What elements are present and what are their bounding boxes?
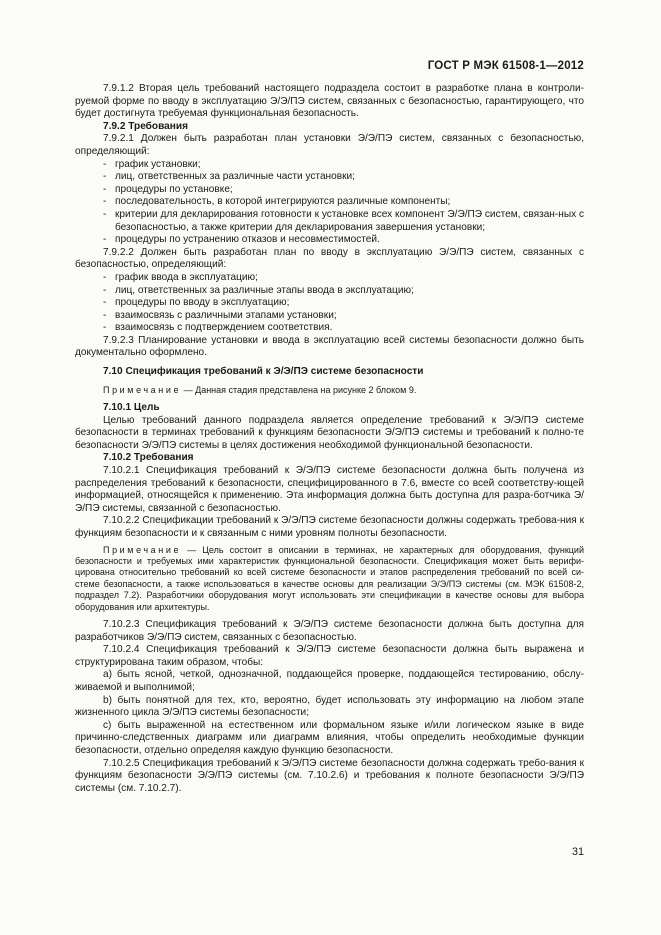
list-item: - лиц, ответственных за различные этапы ввода в эксплуатацию; [103,284,414,296]
heading-7-9-2: 7.9.2 Требования [103,120,188,132]
note-7-10-2-2: Примечание — Цель состоит в описании в терминах, не характерных для оборудования, функций безопасности и требуемых ими характеристик функциональной безопасности. Спецификация может быть верифи-цирована относительно требований ко всей системе безопасности и этапов распределения требований по всей си-стеме безопасности, а также использоваться в качестве основы для реализации Э/Э/ПЭ системы (см. МЭК 61508-2, подраздел 7.2). Разработчики оборудования могут использовать эти спецификации в качестве основы для выбора оборудования или архитектуры. [75,544,584,612]
paragraph-7-9-1-2: 7.9.1.2 Вторая цель требований настоящего подраздела состоит в разработке плана в контроли-руемой форме по вводу в эксплуатацию Э/Э/ПЭ систем, связанных с безопасностью, гарантирующего, что будет достигнута требуемая функциональная безопасность. [75,83,584,120]
paragraph-7-9-2-1: 7.9.2.1 Должен быть разработан план установки Э/Э/ПЭ систем, связанных с безопасностью, определяющий: [75,133,584,157]
list-item: - взаимосвязь с подтверждением соответствия. [103,322,333,334]
paragraph-7-10-2-4: 7.10.2.4 Спецификация требований к Э/Э/ПЭ системе безопасности должна быть выражена и структурирована таким образом, чтобы: [75,644,584,668]
paragraph-7-10-2-3: 7.10.2.3 Спецификация требований к Э/Э/ПЭ системе безопасности должна быть доступна для разработчиков Э/Э/ПЭ систем, связанных с безопасностью. [75,619,584,643]
list-item: - взаимосвязь с различными этапами установки; [103,309,337,321]
paragraph-item-c: c) быть выраженной на естественном или формальном языке и/или логическом языке в виде причинно-следственных диаграмм или диаграмм влияния, чтобы определить необходимые функции безопасности, отдельно определяя каждую функцию безопасности. [75,719,584,756]
paragraph-7-9-2-3: 7.9.2.3 Планирование установки и ввода в эксплуатацию всей системы безопасности должно быть документально оформлено. [75,334,584,359]
note-7-10: Примечание — Данная стадия представлена на рисунке 2 блоком 9. [103,384,417,395]
paragraph-7-10-2-5: 7.10.2.5 Спецификация требований к Э/Э/ПЭ системе безопасности должна содержать требо-вания к функциям безопасности Э/Э/ПЭ системы (см. 7.10.2.6) и требования к полноте безопасности Э/Э/ПЭ системы (см. 7.10.2.7). [75,757,584,794]
page-number: 31 [571,846,584,858]
list-item: - процедуры по устранению отказов и несовместимостей. [103,234,380,246]
list-commissioning-plan [75,272,584,335]
list-item: - график ввода в эксплуатацию; [103,271,258,283]
heading-7-10-2: 7.10.2 Требования [103,452,194,464]
list-installation-plan [75,159,584,247]
document-body [75,83,584,795]
paragraph-item-a: a) быть ясной, четкой, однозначной, поддающейся проверке, поддающейся тестированию, обслу-живаемой и выполнимой; [75,669,584,693]
document-header-code: ГОСТ Р МЭК 61508-1—2012 [427,60,584,72]
paragraph-item-b: b) быть понятной для тех, кто, вероятно, будет использовать эту информацию на любом этапе жизненного цикла Э/Э/ПЭ системы безопасности; [75,694,584,719]
paragraph-7-9-2-2: 7.9.2.2 Должен быть разработан план по вводу в эксплуатацию Э/Э/ПЭ систем, связанных с безопасностью, определяющий: [75,246,584,271]
list-item: - процедуры по установке; [103,183,233,195]
paragraph-7-10-2-1: 7.10.2.1 Спецификация требований к Э/Э/ПЭ системе безопасности должна быть получена из распределения требований к безопасности, специфицированного в 7.6, вместе со всей соответству-ющей информацией, относящейся к применению. Эта информация должна быть доступна для разра-ботчика Э/Э/ПЭ системы, связанной с безопасностью. [75,465,584,514]
heading-7-10-1: 7.10.1 Цель [103,402,160,414]
paragraph-7-10-1: Целью требований данного подраздела является определение требований к Э/Э/ПЭ системе безопасности в терминах требований к функциям безопасности Э/Э/ПЭ системы и требований к полно-те безопасности Э/Э/ПЭ системы в целях достижения необходимой функциональной безопасности. [75,414,584,451]
list-item: - лиц, ответственных за различные части установки; [103,171,355,183]
list-item: - процедуры по вводу в эксплуатацию; [103,297,290,309]
list-item: - последовательность, в которой интегрируются различные компоненты; [103,196,451,208]
list-item: - критерии для декларирования готовности к установке всех компонент Э/Э/ПЭ систем, связан-ных с безопасностью, а также критерии для декларирования завершения установки; [103,208,584,233]
heading-7-10: 7.10 Спецификация требований к Э/Э/ПЭ системе безопасности [103,366,424,378]
paragraph-7-10-2-2: 7.10.2.2 Спецификации требований к Э/Э/ПЭ системе безопасности должны содержать требова-ния к функциям безопасности и к связанным с ними уровням полноты безопасности. [75,515,584,539]
list-item: - график установки; [103,158,201,170]
